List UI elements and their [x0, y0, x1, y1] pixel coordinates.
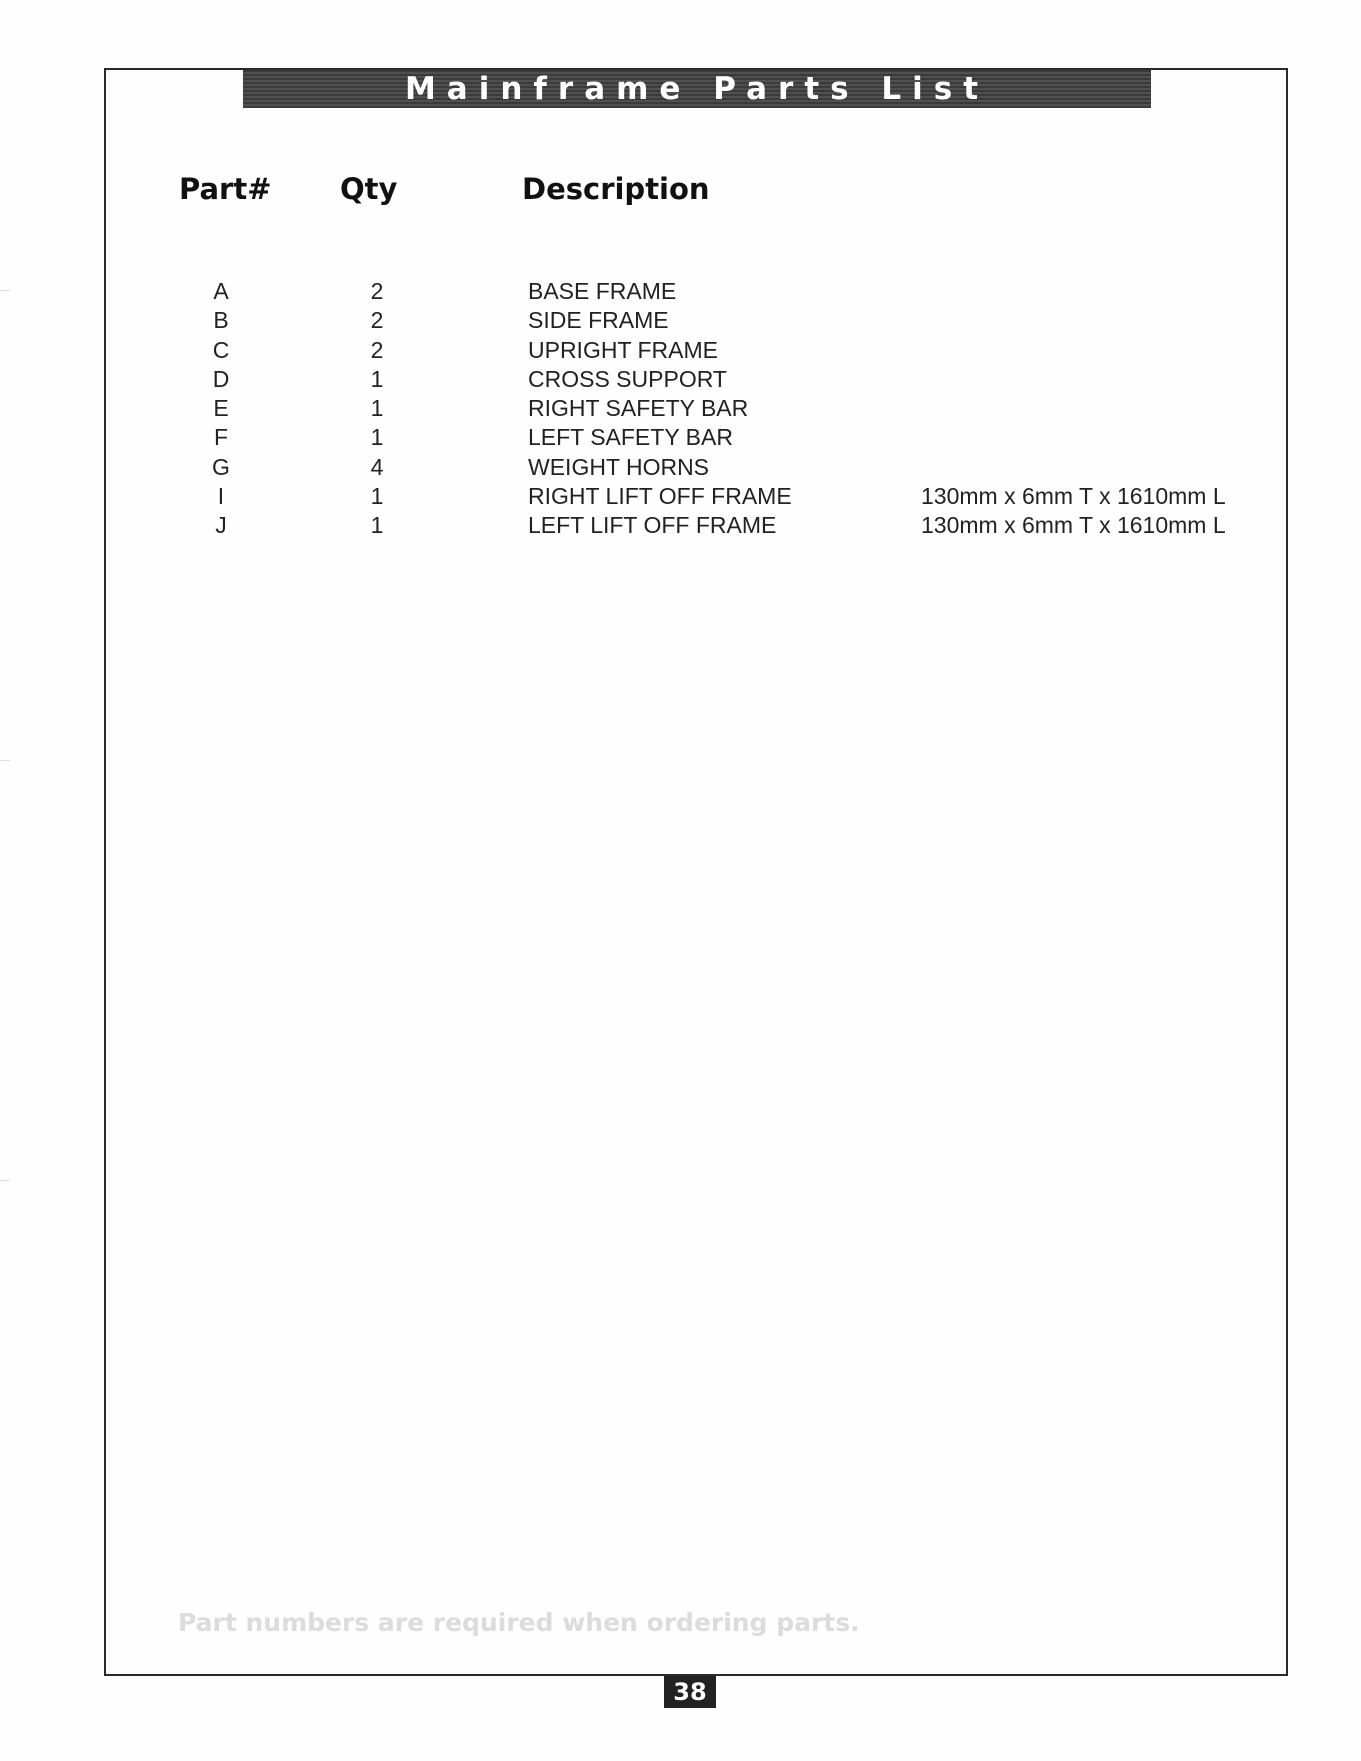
qty-cell: 2	[370, 336, 384, 363]
description-cell: LEFT SAFETY BAR	[528, 424, 733, 451]
part-cell: F	[213, 424, 229, 451]
table-row	[0, 306, 1361, 335]
description-cell: SIDE FRAME	[528, 307, 669, 334]
table-row	[0, 423, 1361, 452]
description-cell: UPRIGHT FRAME	[528, 336, 718, 363]
part-cell: C	[212, 336, 230, 363]
page-title: Mainframe Parts List	[404, 71, 990, 107]
qty-cell: 2	[370, 307, 384, 334]
table-row	[0, 277, 1361, 306]
table-row	[0, 482, 1361, 511]
description-cell: WEIGHT HORNS	[528, 453, 710, 480]
part-cell: I	[217, 483, 225, 510]
table-row	[0, 336, 1361, 365]
title-banner	[243, 70, 1151, 108]
qty-cell: 1	[370, 483, 384, 510]
qty-cell: 4	[370, 453, 384, 480]
table-row	[0, 365, 1361, 394]
description-cell: LEFT LIFT OFF FRAME	[528, 512, 777, 539]
qty-cell: 1	[370, 512, 384, 539]
qty-cell: 1	[370, 365, 384, 392]
edge-tick	[0, 760, 10, 761]
part-cell: B	[213, 307, 229, 334]
column-header-qty: Qty	[340, 172, 398, 206]
dimensions-cell: 130mm x 6mm T x 1610mm L	[921, 512, 1226, 539]
page-number: 38	[664, 1676, 716, 1708]
dimensions-cell: 130mm x 6mm T x 1610mm L	[921, 483, 1226, 510]
description-cell: RIGHT SAFETY BAR	[528, 395, 749, 422]
table-row	[0, 511, 1361, 540]
ordering-note: Part numbers are required when ordering parts.	[178, 1608, 860, 1637]
part-cell: D	[212, 365, 230, 392]
qty-cell: 1	[370, 424, 384, 451]
part-cell: A	[213, 278, 229, 304]
parts-table	[0, 277, 1361, 541]
table-row	[0, 394, 1361, 423]
column-header-part: Part#	[179, 172, 272, 206]
qty-cell: 1	[370, 395, 384, 422]
table-row	[0, 453, 1361, 482]
column-header-description: Description	[522, 172, 710, 206]
part-cell: G	[212, 453, 230, 480]
part-cell: E	[213, 395, 229, 422]
edge-tick	[0, 1180, 10, 1181]
description-cell: BASE FRAME	[528, 278, 677, 304]
part-cell: J	[215, 512, 227, 539]
qty-cell: 2	[370, 278, 384, 304]
description-cell: RIGHT LIFT OFF FRAME	[528, 483, 792, 510]
description-cell: CROSS SUPPORT	[528, 365, 727, 392]
